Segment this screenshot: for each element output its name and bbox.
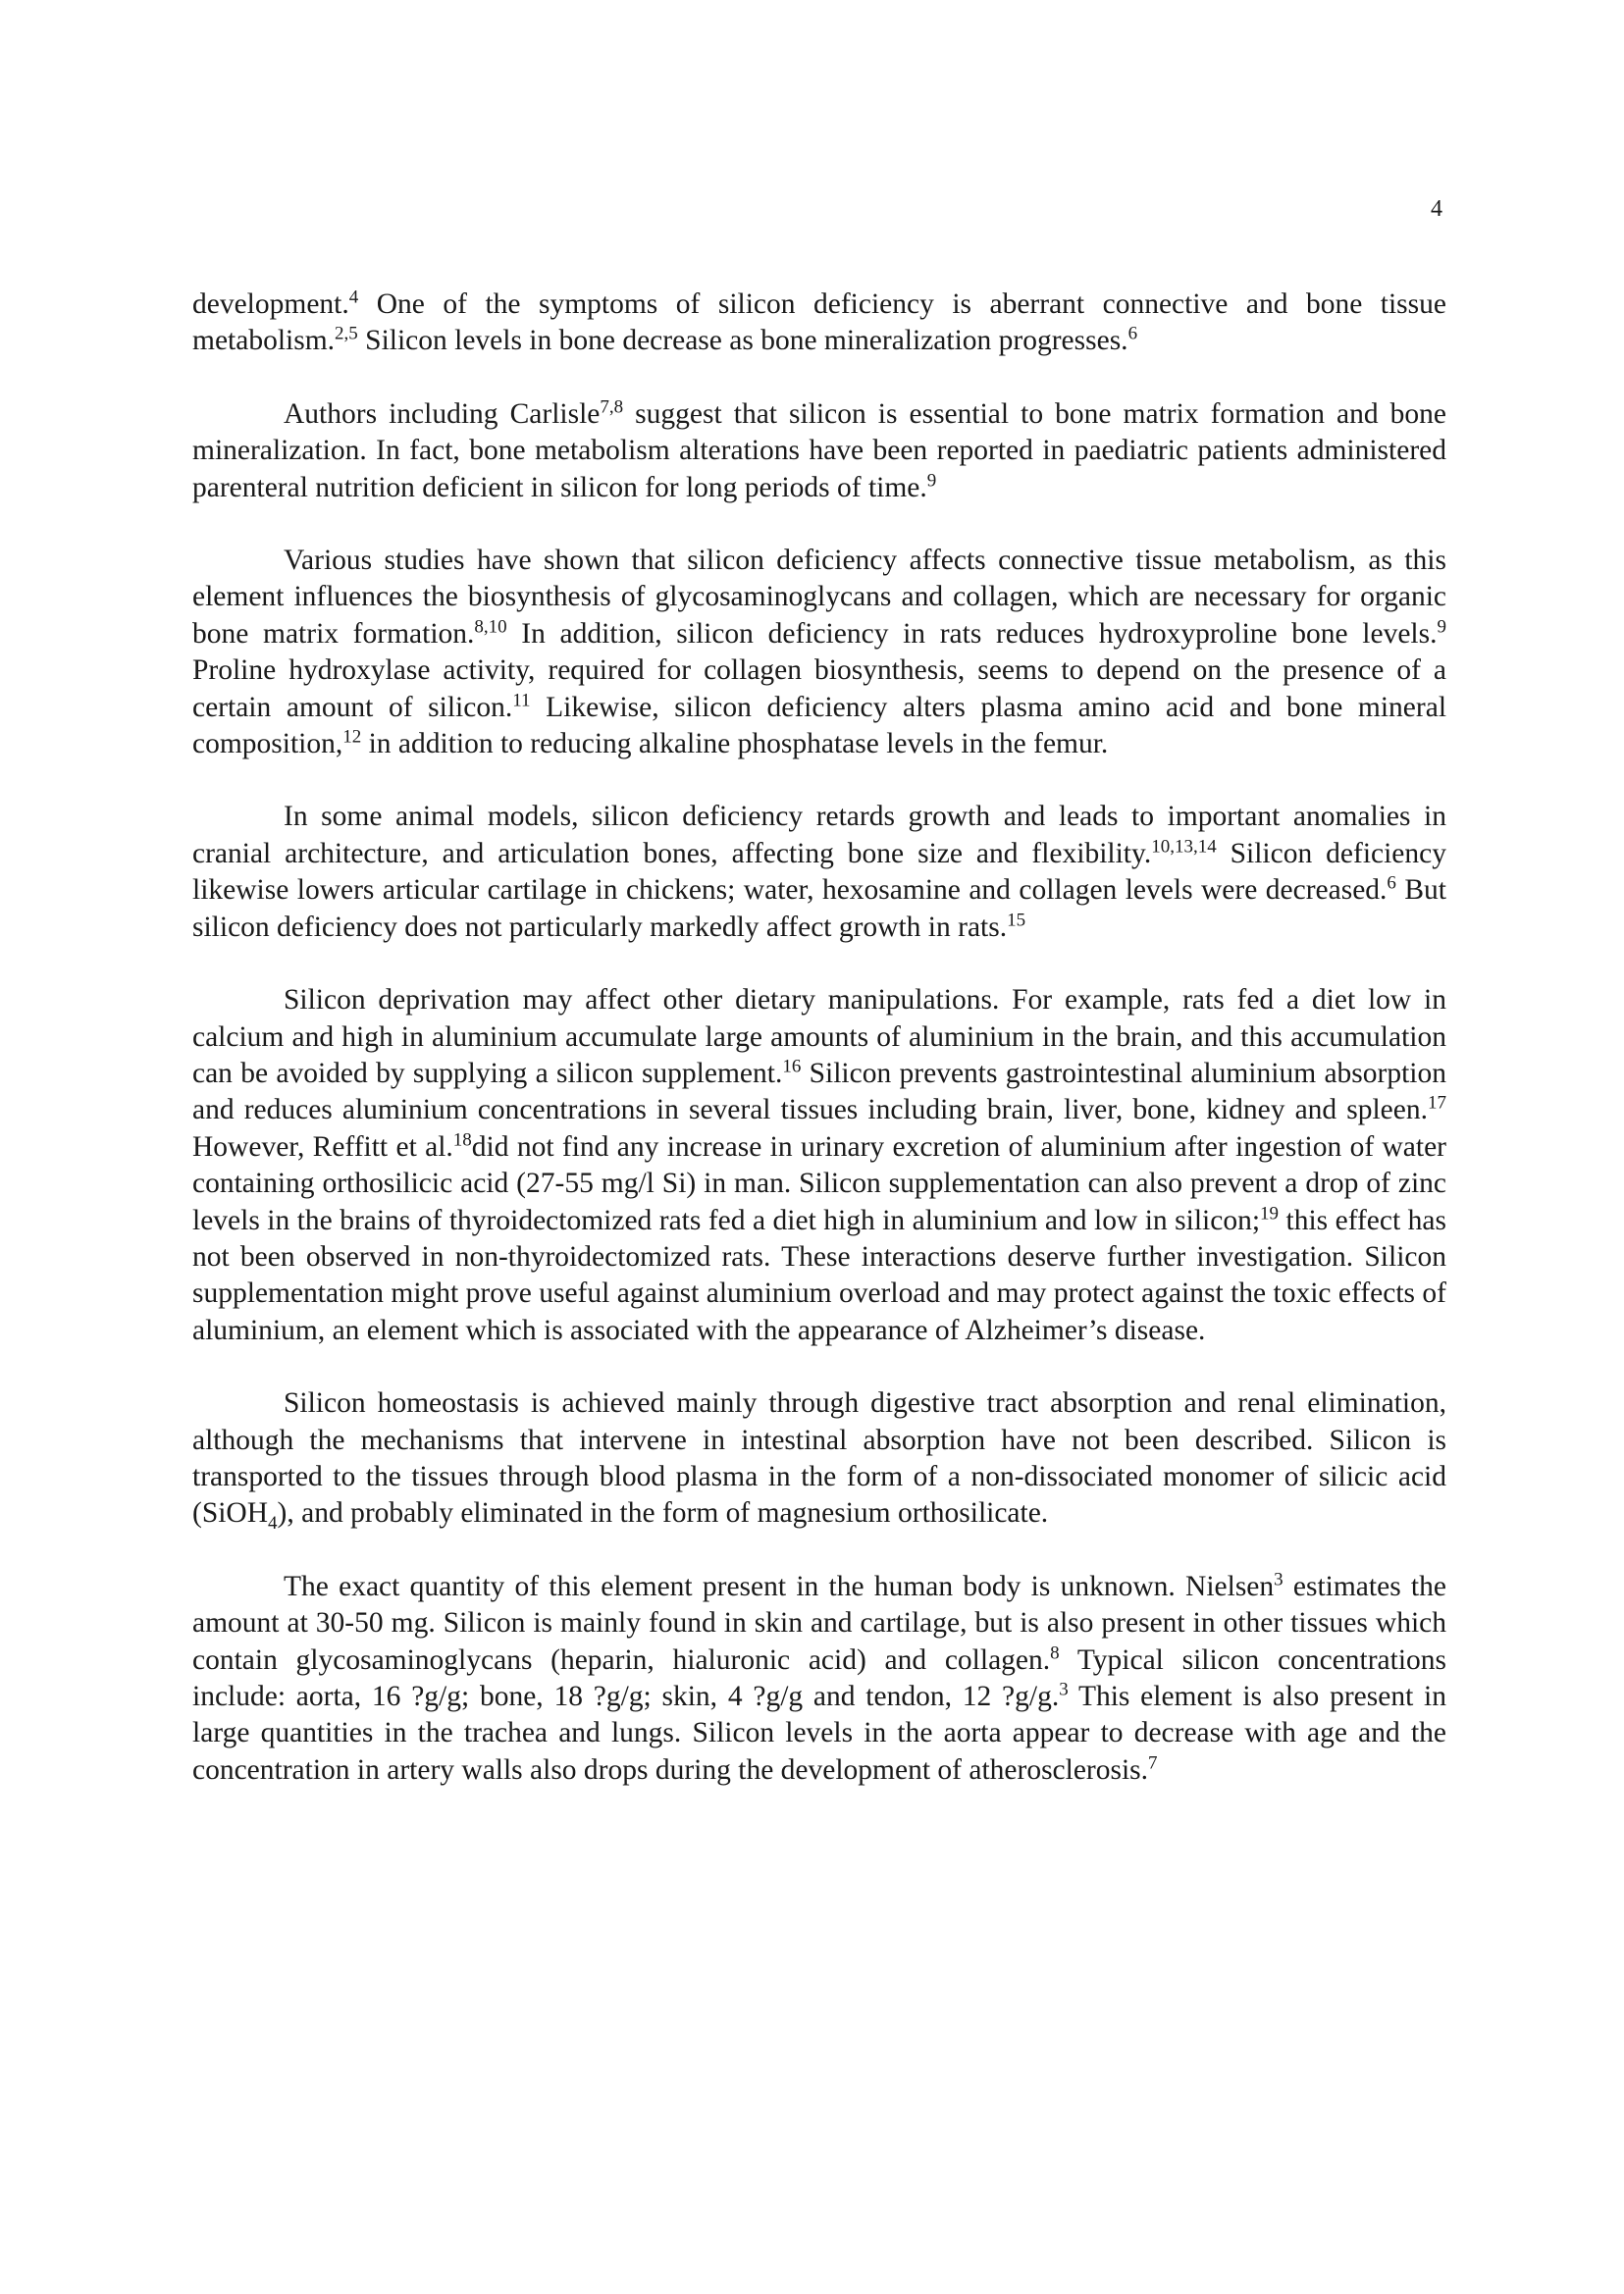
subscript: 4 <box>268 1513 278 1535</box>
text-run: The exact quantity of this element present in the human body is unknown. Nielsen <box>284 1570 1275 1602</box>
paragraph <box>192 1569 1446 1789</box>
citation-ref: 2,5 <box>335 323 358 344</box>
paragraph <box>192 396 1446 506</box>
text-run: In some animal models, silicon deficiency retards growth and leads to important anomalies in cranial architecture, and articulation bones, affecting bone size and flexibility. <box>192 801 1446 869</box>
citation-ref: 6 <box>1387 872 1396 894</box>
text-run: Typical silicon concentrations include: aorta, 16 ?g/g; bone, 18 ?g/g; skin, 4 ?g/g and tendon, 12 ?g/g. <box>192 1643 1446 1712</box>
citation-ref: 7,8 <box>600 396 624 418</box>
citation-ref: 8 <box>1050 1642 1060 1664</box>
text-run: However, Reffitt et al. <box>192 1130 453 1163</box>
text-run: in addition to reducing alkaline phosphatase levels in the femur. <box>361 728 1109 760</box>
text-run: In addition, silicon deficiency in rats reduces hydroxyproline bone levels. <box>506 617 1438 650</box>
paragraph <box>192 543 1446 762</box>
citation-ref: 9 <box>926 470 937 492</box>
text-run: ), and probably eliminated in the form of magnesium orthosilicate. <box>277 1497 1049 1530</box>
citation-ref: 3 <box>1274 1569 1283 1590</box>
text-run: Silicon homeostasis is achieved mainly through digestive tract absorption and renal elimination, although the mechanisms that intervene in intestinal absorption have not been described. Silicon is transported to the tissues through blood plasma in the form of a non-dissociated monomer of silicic acid (SiOH <box>192 1387 1446 1530</box>
text-run: Silicon prevents gastrointestinal aluminium absorption and reduces aluminium concentrations in several tissues including brain, liver, bone, kidney and spleen. <box>192 1057 1446 1126</box>
text-run: suggest that silicon is essential to bone matrix formation and bone mineralization. In fact, bone metabolism alterations have been reported in paediatric patients administered parenteral nutrition deficient in silicon for long periods of time. <box>192 397 1446 503</box>
citation-ref: 10,13,14 <box>1151 836 1217 858</box>
citation-ref: 8,10 <box>474 616 507 638</box>
text-run: Various studies have shown that silicon deficiency affects connective tissue metabolism, as this element influences the biosynthesis of glycosaminoglycans and collagen, which are necessary for organic bone matrix formation. <box>192 545 1446 650</box>
paragraph <box>192 1385 1446 1533</box>
text-run: estimates the amount at 30-50 mg. Silicon is mainly found in skin and cartilage, but is also present in other tissues which contain glycosaminoglycans (heparin, hialuronic acid) and collagen. <box>192 1570 1446 1676</box>
citation-ref: 3 <box>1059 1679 1069 1700</box>
text-run: But silicon deficiency does not particularly markedly affect growth in rats. <box>192 874 1446 943</box>
text-run: Silicon deprivation may affect other dietary manipulations. For example, rats fed a diet low in calcium and high in aluminium accumulate large amounts of aluminium in the brain, and this accumulation can be avoided by supplying a silicon supplement. <box>192 984 1446 1089</box>
paragraph <box>192 287 1446 360</box>
citation-ref: 16 <box>782 1056 802 1077</box>
citation-ref: 11 <box>512 690 531 711</box>
citation-ref: 17 <box>1428 1092 1446 1114</box>
text-run: Proline hydroxylase activity, required for collagen biosynthesis, seems to depend on the presence of a certain amount of silicon. <box>192 654 1446 723</box>
citation-ref: 4 <box>348 287 359 308</box>
citation-ref: 7 <box>1148 1752 1158 1774</box>
text-run: Silicon deficiency likewise lowers articular cartilage in chickens; water, hexosamine and collagen levels were decreased. <box>192 837 1446 907</box>
text-run: Likewise, silicon deficiency alters plasma amino acid and bone mineral composition, <box>192 691 1447 760</box>
paragraph <box>192 799 1446 946</box>
text-run: Authors including Carlisle <box>284 397 601 430</box>
citation-ref: 12 <box>342 726 362 748</box>
text-run: this effect has not been observed in non-thyroidectomized rats. These interactions deserve further investigation. Silicon supplementation might prove useful against aluminium overload and may protect against the toxic effects of aluminium, an element which is associated with the appearance of Alzheimer’s disease. <box>192 1204 1446 1346</box>
paragraph <box>192 982 1446 1349</box>
citation-ref: 6 <box>1127 323 1138 344</box>
citation-ref: 15 <box>1007 910 1026 931</box>
text-run: This element is also present in large quantities in the trachea and lungs. Silicon levels in the aorta appear to decrease with age and the concentration in artery walls also drops during the development of atherosclerosis. <box>192 1681 1446 1786</box>
citation-ref: 19 <box>1260 1203 1280 1225</box>
citation-ref: 9 <box>1437 616 1446 638</box>
body-text <box>192 287 1446 1825</box>
page-number: 4 <box>1431 196 1442 222</box>
text-run: Silicon levels in bone decrease as bone mineralization progresses. <box>357 325 1128 357</box>
text-run: One of the symptoms of silicon deficiency is aberrant connective and bone tissue metabolism. <box>192 288 1446 357</box>
text-run: did not find any increase in urinary excretion of aluminium after ingestion of water containing orthosilicic acid (27-55 mg/l Si) in man. Silicon supplementation can also prevent a drop of zinc levels in the brains of thyroidectomized rats fed a diet high in aluminium and low in silicon; <box>192 1130 1446 1236</box>
citation-ref: 18 <box>452 1129 472 1151</box>
text-run: development. <box>192 288 349 320</box>
